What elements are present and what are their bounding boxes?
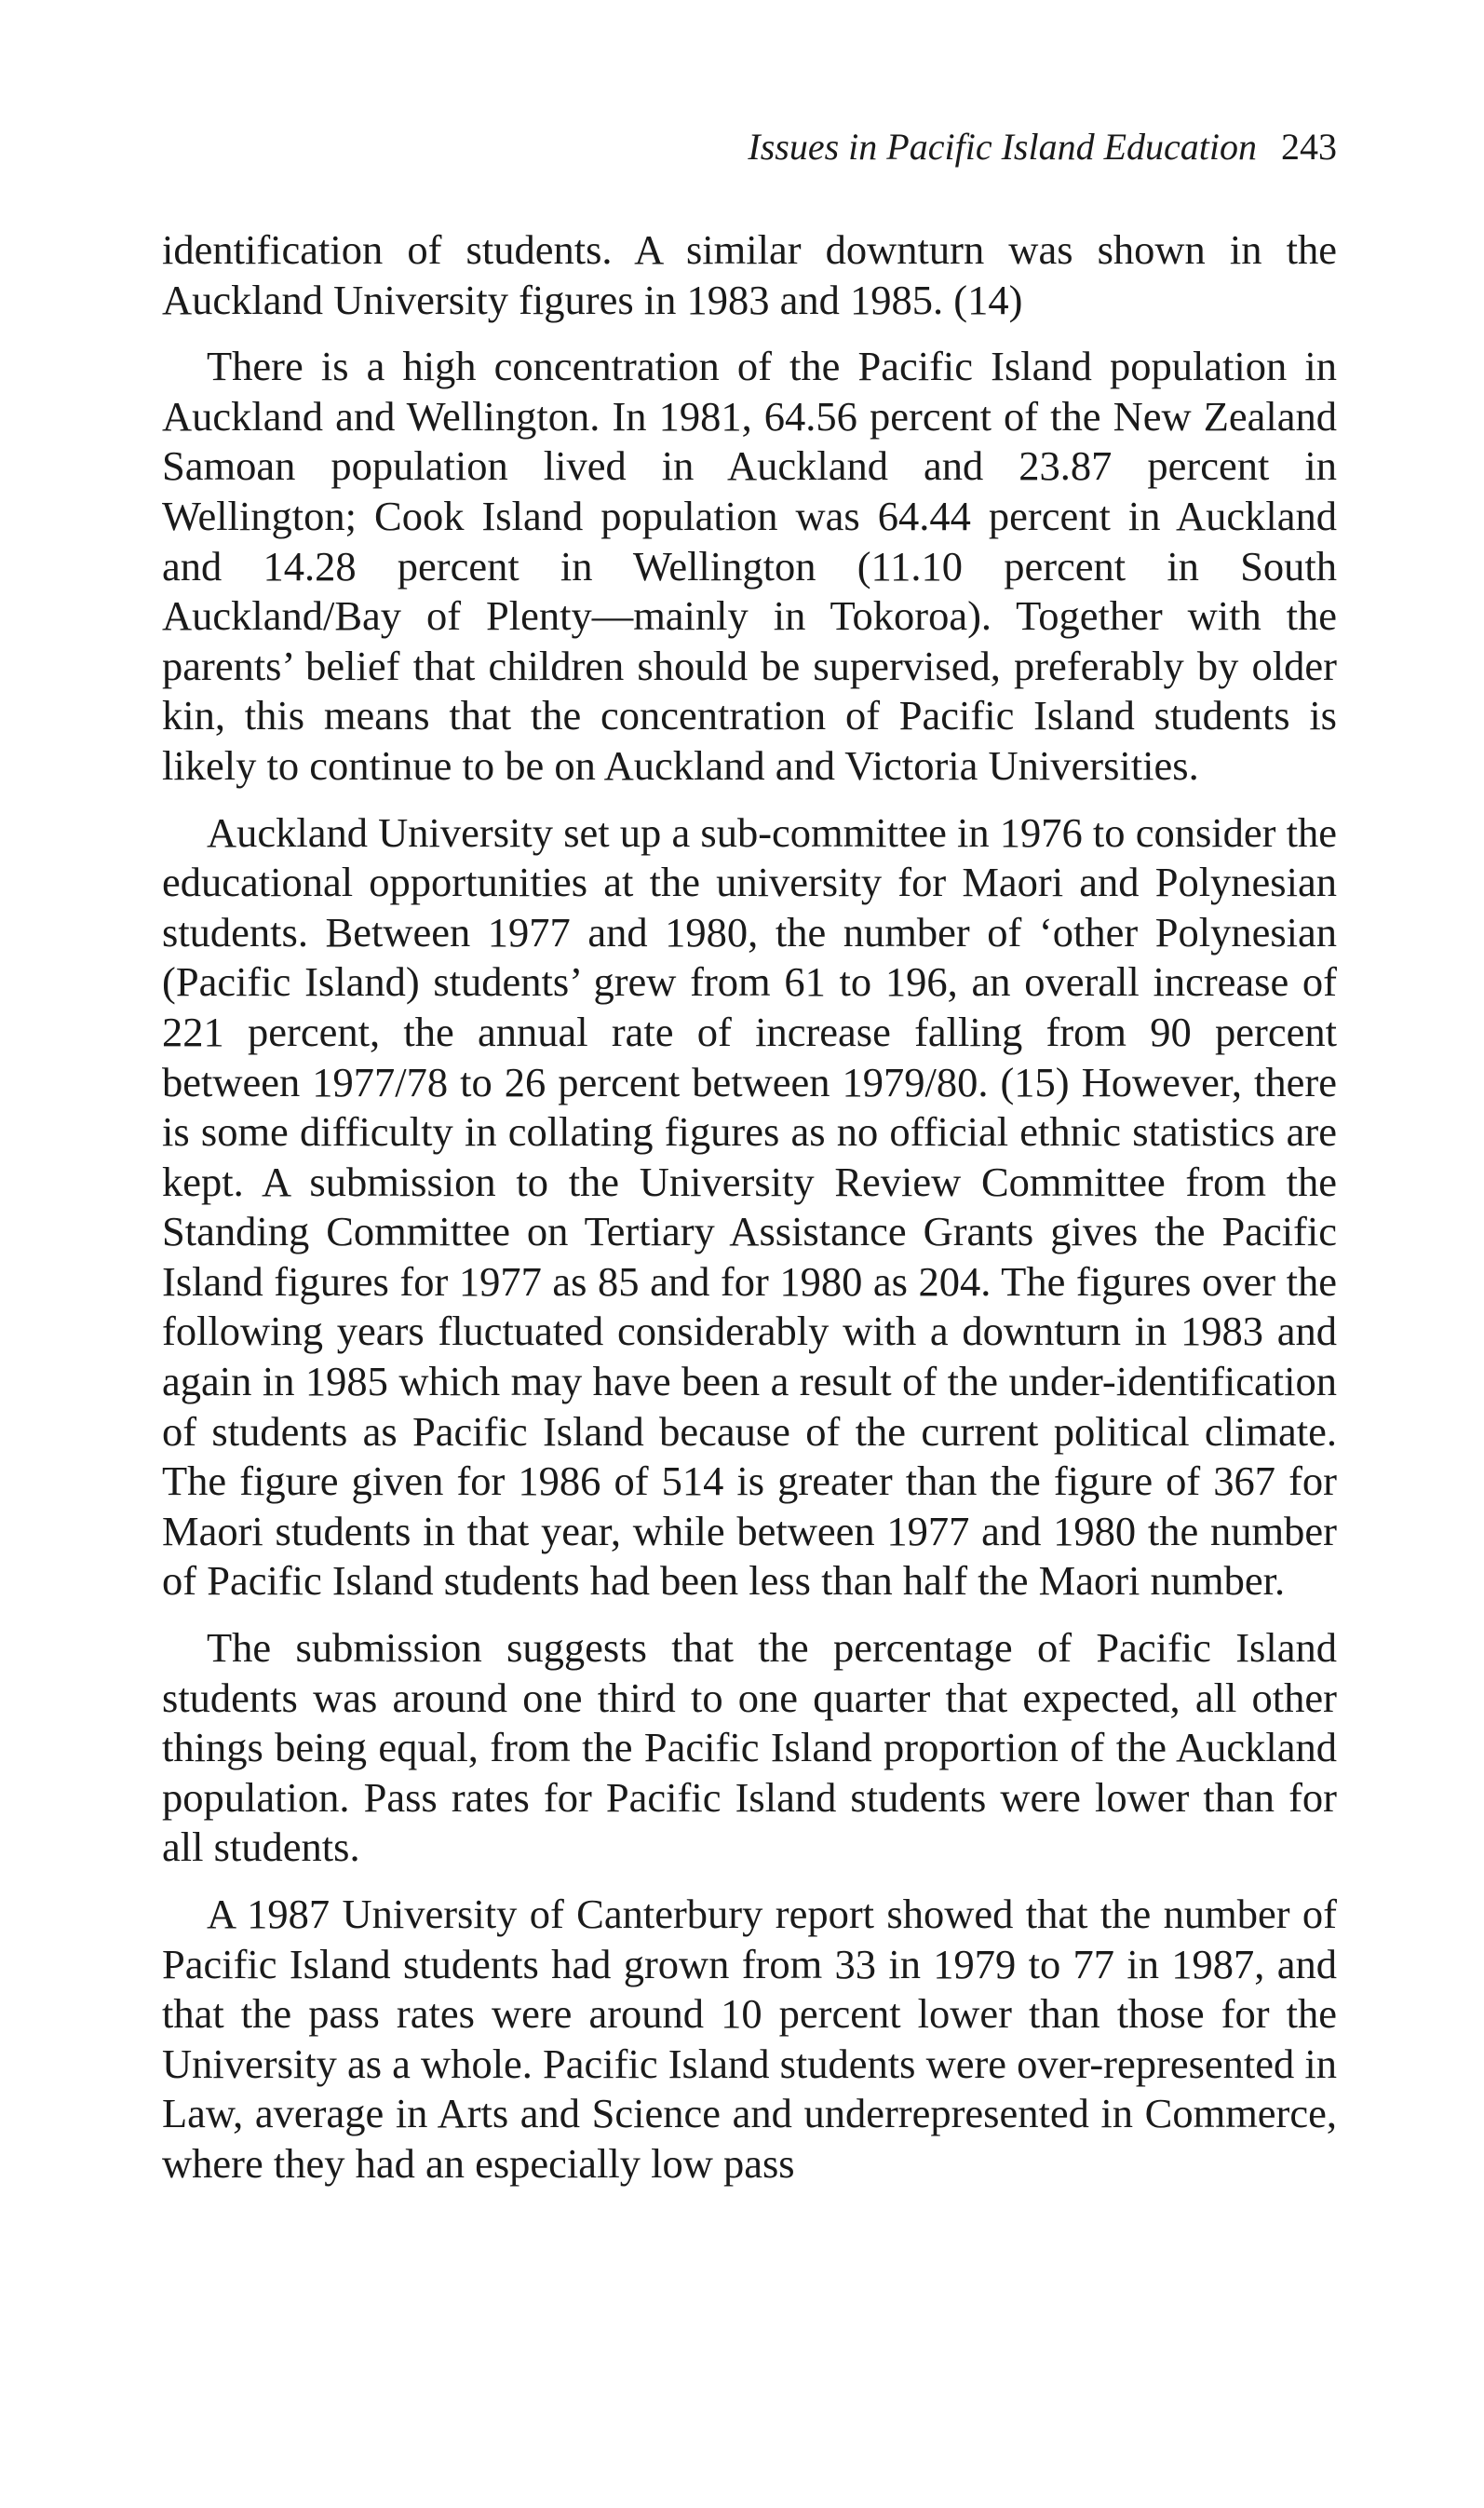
- body-text: [162, 225, 1337, 2189]
- running-title: Issues in Pacific Island Education: [748, 126, 1257, 168]
- paragraph-continued: identification of students. A similar downturn was shown in the Auckland University figures in 1983 and 1985. (14): [162, 226, 1337, 323]
- page-number: 243: [1281, 126, 1337, 168]
- paragraph: The submission suggests that the percentage of Pacific Island students was around one third to one quarter that expected, all other things being equal, from the Pacific Island proportion of the Auckland population. Pass rates for Pacific Island students were lower than for all students.: [162, 1624, 1337, 1871]
- paragraph: There is a high concentration of the Pacific Island population in Auckland and Wellington. In 1981, 64.56 percent of the New Zealand Samoan population lived in Auckland and 23.87 percent in Wellington; Cook Island population was 64.44 percent in Auckland and 14.28 percent in Wellington (11.10 percent in South Auckland/Bay of Plenty—mainly in Tokoroa). Together with the parents’ belief that children should be supervised, preferably by older kin, this means that the concentration of Pacific Island students is likely to continue to be on Auckland and Victoria Universities.: [162, 343, 1337, 789]
- paragraph: Auckland University set up a sub-committee in 1976 to consider the educational opportunities at the university for Maori and Polynesian students. Between 1977 and 1980, the number of ‘other Polynesian (Pacific Island) students’ grew from 61 to 196, an overall increase of 221 percent, the annual rate of increase falling from 90 percent between 1977/78 to 26 percent between 1979/80. (15) However, there is some difficulty in collating figures as no official ethnic statistics are kept. A submission to the University Review Committee from the Standing Committee on Tertiary Assistance Grants gives the Pacific Island figures for 1977 as 85 and for 1980 as 204. The figures over the following years fluctuated considerably with a downturn in 1983 and again in 1985 which may have been a result of the under-identification of students as Pacific Island because of the current political climate. The figure given for 1986 of 514 is greater than the figure of 367 for Maori students in that year, while between 1977 and 1980 the number of Pacific Island students had been less than half the Maori number.: [162, 808, 1337, 1605]
- running-head: [748, 121, 1337, 173]
- paragraph: A 1987 University of Canterbury report showed that the number of Pacific Island students had grown from 33 in 1979 to 77 in 1987, and that the pass rates were around 10 percent lower than those for the University as a whole. Pacific Island students were over-represented in Law, average in Arts and Science and underrepresented in Commerce, where they had an especially low pass: [162, 1891, 1337, 2187]
